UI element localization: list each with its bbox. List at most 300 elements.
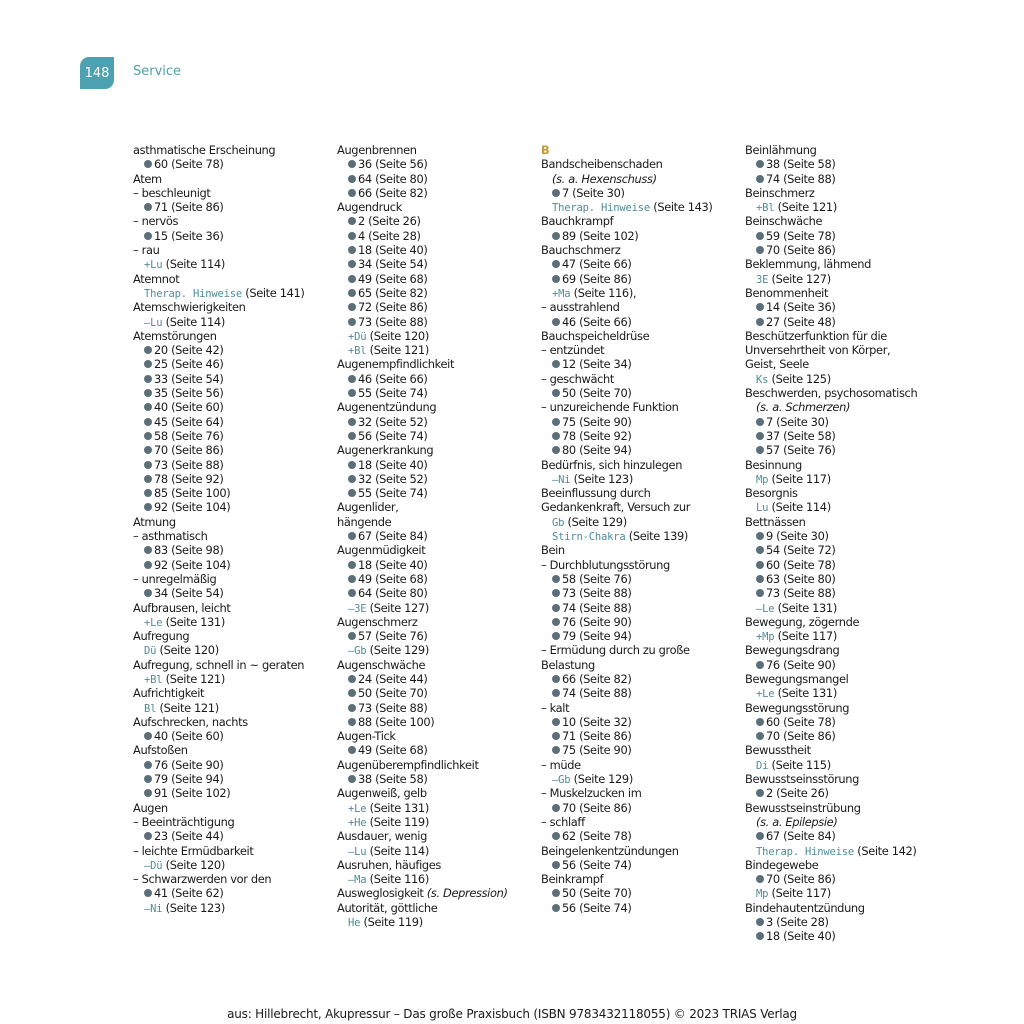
meridian-code: Lu (756, 502, 769, 515)
index-term (337, 901, 547, 915)
term-text: Bauchkrampf (541, 214, 614, 229)
index-subterm (133, 529, 343, 543)
point-reference (337, 686, 547, 700)
term-text: Benommenheit (745, 285, 829, 300)
index-term (541, 157, 751, 171)
page-reference: (Seite 78) (779, 228, 836, 243)
index-term (541, 486, 751, 500)
page-reference: (Seite 100) (371, 714, 435, 729)
index-column-1 (133, 143, 343, 915)
point-reference (133, 829, 343, 843)
page-reference: (Seite 90) (575, 414, 632, 429)
point-reference (745, 529, 955, 543)
meridian-code: +Bl (144, 673, 163, 686)
index-term (745, 143, 955, 157)
point-reference (541, 357, 751, 371)
point-reference (133, 343, 343, 357)
page-reference: (Seite 40) (779, 929, 836, 944)
point-marker-icon (756, 732, 764, 740)
point-marker-icon (348, 561, 356, 569)
page-reference: (Seite 88) (371, 700, 428, 715)
subterm-text: – Schwarzwerden vor den (133, 872, 272, 887)
term-text: Augen (133, 800, 168, 815)
point-number: 72 (358, 300, 372, 315)
page-reference: (Seite 131) (774, 686, 837, 701)
point-marker-icon (348, 260, 356, 268)
term-text: Bewegungsstörung (745, 700, 850, 715)
term-text: Aufschrecken, nachts (133, 714, 248, 729)
point-number: 92 (154, 500, 168, 515)
meridian-reference (337, 815, 547, 829)
point-number: 3 (766, 915, 773, 930)
meridian-reference (133, 858, 343, 872)
point-reference (337, 157, 547, 171)
point-marker-icon (348, 246, 356, 254)
point-number: 37 (766, 428, 780, 443)
cross-reference-text: (s. a. Hexenschuss) (552, 171, 657, 186)
point-reference (133, 429, 343, 443)
meridian-code: Therap. Hinweise (756, 845, 854, 858)
subterm-text: – Durchblutungsstörung (541, 557, 670, 572)
page-reference: (Seite 74) (371, 386, 428, 401)
meridian-reference (745, 886, 955, 900)
point-number: 35 (154, 386, 168, 401)
index-term (541, 844, 751, 858)
page-reference: (Seite 120) (156, 643, 219, 658)
point-reference (541, 601, 751, 615)
point-reference (745, 715, 955, 729)
term-text: asthmatische Erscheinung (133, 143, 276, 157)
page-reference: (Seite 94) (575, 629, 632, 644)
meridian-code: –Lu (144, 316, 163, 329)
meridian-code: Bl (144, 702, 157, 715)
point-number: 56 (358, 428, 372, 443)
point-marker-icon (348, 318, 356, 326)
point-marker-icon (144, 360, 152, 368)
point-number: 23 (154, 829, 168, 844)
page-reference: (Seite 82) (371, 185, 428, 200)
term-text: Ausweglosigkeit (337, 886, 427, 901)
subterm-text: Geist, Seele (745, 357, 809, 372)
point-marker-icon (552, 260, 560, 268)
term-text: Beschützerfunktion für die (745, 328, 887, 343)
subterm-text: Belastung (541, 657, 595, 672)
point-reference (337, 701, 547, 715)
page-reference: (Seite 114) (366, 843, 429, 858)
point-reference (541, 672, 751, 686)
point-marker-icon (144, 589, 152, 597)
page-reference: (Seite 28) (772, 915, 829, 930)
index-term (541, 214, 751, 228)
point-marker-icon (144, 546, 152, 554)
page-reference: (Seite 40) (371, 457, 428, 472)
point-marker-icon (756, 932, 764, 940)
term-text: Aufregung, schnell in ~ geraten (133, 657, 305, 672)
meridian-reference (133, 286, 343, 300)
point-reference (133, 558, 343, 572)
index-term (337, 357, 547, 371)
point-reference (541, 715, 751, 729)
page-reference: (Seite 52) (371, 414, 428, 429)
page-reference: (Seite 141) (241, 285, 305, 300)
term-text: Bauchspeicheldrüse (541, 328, 650, 343)
point-marker-icon (348, 432, 356, 440)
page-reference: (Seite 127) (768, 271, 831, 286)
point-number: 18 (358, 457, 372, 472)
point-reference (745, 415, 955, 429)
page-reference: (Seite 58) (779, 428, 836, 443)
page-reference: (Seite 115) (768, 757, 831, 772)
meridian-reference (337, 844, 547, 858)
cross-reference (745, 815, 955, 829)
point-reference (337, 672, 547, 686)
section-header: Service (133, 64, 182, 79)
term-text: Augenentzündung (337, 400, 437, 415)
meridian-reference (133, 315, 343, 329)
point-marker-icon (348, 232, 356, 240)
point-number: 2 (766, 786, 773, 801)
page-reference: (Seite 36) (779, 300, 836, 315)
point-reference (133, 386, 343, 400)
point-reference (745, 786, 955, 800)
index-subterm (541, 372, 751, 386)
term-text: Beinschmerz (745, 185, 815, 200)
point-marker-icon (756, 532, 764, 540)
point-marker-icon (144, 403, 152, 411)
point-reference (337, 172, 547, 186)
point-reference (337, 372, 547, 386)
point-number: 46 (562, 314, 576, 329)
index-term (133, 601, 343, 615)
meridian-code: Therap. Hinweise (144, 287, 242, 300)
point-reference (541, 729, 751, 743)
index-subterm (133, 186, 343, 200)
page-reference: (Seite 80) (371, 586, 428, 601)
point-reference (337, 386, 547, 400)
point-number: 60 (154, 157, 168, 172)
page-reference: (Seite 58) (779, 157, 836, 172)
point-marker-icon (756, 303, 764, 311)
page-reference: (Seite 88) (371, 314, 428, 329)
point-marker-icon (552, 604, 560, 612)
term-text: Augenüberempfindlichkeit (337, 757, 479, 772)
index-term (337, 400, 547, 414)
page-reference: (Seite 120) (366, 328, 429, 343)
term-text: Bauchschmerz (541, 243, 621, 258)
page-reference: (Seite 123) (570, 471, 633, 486)
page-reference: (Seite 139) (625, 529, 689, 544)
point-number: 7 (766, 414, 773, 429)
meridian-code: +He (348, 816, 367, 829)
point-marker-icon (144, 789, 152, 797)
point-marker-icon (348, 775, 356, 783)
page-reference: (Seite 42) (167, 343, 224, 358)
page-reference: (Seite 92) (167, 471, 224, 486)
page-reference: (Seite 86) (575, 800, 632, 815)
point-number: 54 (766, 543, 780, 558)
term-text: Beeinflussung durch (541, 486, 651, 501)
point-reference (745, 658, 955, 672)
page-number: 148 (84, 65, 110, 81)
page-reference: (Seite 66) (575, 257, 632, 272)
page-reference: (Seite 56) (167, 386, 224, 401)
point-number: 70 (154, 443, 168, 458)
term-text: Augenschmerz (337, 614, 418, 629)
term-text: Augenerkrankung (337, 443, 434, 458)
page-reference: (Seite 129) (564, 514, 627, 529)
point-reference (133, 157, 343, 171)
index-term (337, 543, 547, 557)
term-text: Aufstoßen (133, 743, 188, 758)
page-reference: (Seite 121) (366, 343, 429, 358)
point-marker-icon (756, 661, 764, 669)
index-subterm (133, 815, 343, 829)
subterm-text: Gedankenkraft, Versuch zur (541, 500, 691, 515)
meridian-reference (541, 472, 751, 486)
page-reference: (Seite 90) (167, 757, 224, 772)
point-marker-icon (552, 618, 560, 626)
point-number: 70 (766, 243, 780, 258)
point-marker-icon (348, 475, 356, 483)
point-marker-icon (552, 232, 560, 240)
point-marker-icon (552, 718, 560, 726)
index-term (745, 858, 955, 872)
page-reference: (Seite 78) (779, 714, 836, 729)
point-marker-icon (552, 689, 560, 697)
point-number: 57 (358, 629, 372, 644)
subterm-text: – geschwächt (541, 371, 615, 386)
point-reference (541, 801, 751, 815)
index-term (745, 672, 955, 686)
point-marker-icon (756, 561, 764, 569)
point-reference (337, 257, 547, 271)
subterm-text: – ausstrahlend (541, 300, 620, 315)
term-text: Besorgnis (745, 486, 798, 501)
page-reference: (Seite 131) (366, 800, 429, 815)
point-reference (133, 472, 343, 486)
index-term (133, 515, 343, 529)
point-number: 49 (358, 571, 372, 586)
index-term (133, 629, 343, 643)
term-text: Bindehautentzündung (745, 900, 865, 915)
page-reference: (Seite 90) (575, 743, 632, 758)
page-reference: (Seite 72) (779, 543, 836, 558)
page-reference: (Seite 131) (774, 600, 837, 615)
point-number: 74 (562, 686, 576, 701)
point-reference (541, 886, 751, 900)
index-subterm (541, 658, 751, 672)
page-reference: (Seite 34) (575, 357, 632, 372)
subterm-text: – rau (133, 243, 160, 258)
point-number: 75 (562, 414, 576, 429)
point-number: 74 (766, 171, 780, 186)
meridian-reference (541, 772, 751, 786)
meridian-reference (337, 343, 547, 357)
point-number: 60 (766, 714, 780, 729)
point-number: 74 (562, 600, 576, 615)
point-marker-icon (348, 589, 356, 597)
index-term (541, 243, 751, 257)
index-term (745, 286, 955, 300)
point-number: 10 (562, 714, 576, 729)
index-subterm (541, 300, 751, 314)
term-text: Bindegewebe (745, 857, 819, 872)
point-marker-icon (756, 789, 764, 797)
subterm-text: – Ermüdung durch zu große (541, 643, 690, 658)
point-number: 36 (358, 157, 372, 172)
page-reference: (Seite 117) (768, 471, 831, 486)
point-marker-icon (144, 446, 152, 454)
point-number: 40 (154, 729, 168, 744)
page-reference: (Seite 114) (768, 500, 831, 515)
page-reference: (Seite 80) (371, 171, 428, 186)
index-subterm (541, 643, 751, 657)
point-reference (745, 915, 955, 929)
meridian-reference (133, 672, 343, 686)
index-term (337, 758, 547, 772)
page-reference: (Seite 58) (371, 772, 428, 787)
index-term (745, 329, 955, 343)
index-term (337, 886, 547, 900)
point-number: 49 (358, 271, 372, 286)
meridian-reference (541, 529, 751, 543)
page-reference: (Seite 52) (371, 471, 428, 486)
point-reference (541, 315, 751, 329)
point-number: 73 (358, 314, 372, 329)
point-number: 14 (766, 300, 780, 315)
point-marker-icon (552, 589, 560, 597)
point-number: 88 (358, 714, 372, 729)
page-reference: (Seite 60) (167, 400, 224, 415)
index-term (337, 143, 550, 157)
point-number: 64 (358, 171, 372, 186)
point-marker-icon (348, 575, 356, 583)
point-marker-icon (552, 832, 560, 840)
point-reference (745, 157, 955, 171)
section-letter-text: B (541, 143, 550, 157)
point-number: 55 (358, 386, 372, 401)
point-reference (745, 315, 955, 329)
point-reference (745, 543, 955, 557)
point-reference (133, 486, 343, 500)
index-term (337, 729, 547, 743)
term-text: Besinnung (745, 457, 802, 472)
meridian-code: 3E (756, 273, 769, 286)
meridian-code: –Ma (348, 874, 367, 887)
point-marker-icon (144, 160, 152, 168)
point-number: 63 (766, 571, 780, 586)
point-reference (337, 458, 547, 472)
point-reference (133, 458, 343, 472)
point-reference (541, 429, 751, 443)
point-reference (337, 286, 547, 300)
point-number: 25 (154, 357, 168, 372)
index-term (541, 872, 751, 886)
page-reference: (Seite 76) (575, 571, 632, 586)
term-text: Beinlähmung (745, 143, 817, 157)
meridian-code: Therap. Hinweise (552, 202, 650, 215)
index-term (337, 786, 547, 800)
point-marker-icon (348, 675, 356, 683)
point-marker-icon (552, 189, 560, 197)
page-reference: (Seite 90) (575, 614, 632, 629)
index-term (133, 801, 343, 815)
index-term (541, 543, 751, 557)
page-reference: (Seite 121) (162, 671, 225, 686)
point-reference (133, 229, 343, 243)
term-text: Bewegungsdrang (745, 643, 840, 658)
point-number: 66 (562, 671, 576, 686)
point-reference (133, 786, 343, 800)
meridian-code: –Gb (552, 774, 571, 787)
index-term (745, 515, 955, 529)
point-marker-icon (348, 489, 356, 497)
point-marker-icon (756, 546, 764, 554)
index-term (745, 486, 955, 500)
point-marker-icon (348, 275, 356, 283)
point-marker-icon (144, 889, 152, 897)
cross-reference-text: (s. a. Schmerzen) (756, 400, 851, 415)
point-number: 50 (562, 886, 576, 901)
meridian-reference (337, 915, 547, 929)
page-reference: (Seite 76) (167, 428, 224, 443)
subterm-text: – leichte Ermüdbarkeit (133, 843, 254, 858)
point-number: 85 (154, 486, 168, 501)
point-reference (541, 586, 751, 600)
point-marker-icon (552, 575, 560, 583)
point-marker-icon (144, 561, 152, 569)
meridian-reference (745, 200, 955, 214)
point-marker-icon (348, 532, 356, 540)
point-number: 73 (154, 457, 168, 472)
page-reference: (Seite 78) (779, 557, 836, 572)
point-reference (337, 300, 547, 314)
point-number: 34 (358, 257, 372, 272)
point-marker-icon (756, 246, 764, 254)
meridian-code: Gb (552, 516, 565, 529)
index-term (745, 458, 955, 472)
index-term (745, 386, 955, 400)
point-reference (337, 629, 547, 643)
page-reference: (Seite 74) (371, 428, 428, 443)
page-reference: (Seite 86) (779, 729, 836, 744)
point-number: 18 (358, 243, 372, 258)
index-subterm (541, 786, 751, 800)
meridian-reference (745, 272, 955, 286)
term-text: Beinschwäche (745, 214, 823, 229)
point-marker-icon (552, 889, 560, 897)
meridian-reference (133, 615, 343, 629)
point-number: 38 (766, 157, 780, 172)
index-subterm (745, 357, 955, 371)
page-reference: (Seite 88) (575, 686, 632, 701)
point-reference (745, 586, 955, 600)
page-reference: (Seite 78) (575, 829, 632, 844)
page-reference: (Seite 30) (568, 185, 625, 200)
point-reference (133, 400, 343, 414)
point-number: 18 (766, 929, 780, 944)
term-text: Bewusstseinsstörung (745, 772, 860, 787)
point-marker-icon (552, 746, 560, 754)
point-marker-icon (552, 389, 560, 397)
term-text: Augenbrennen (337, 143, 417, 157)
page-reference: (Seite 54) (371, 257, 428, 272)
page-reference: (Seite 86) (167, 443, 224, 458)
index-term (133, 143, 343, 157)
subterm-text: Unversehrtheit von Körper, (745, 343, 891, 358)
point-reference (133, 772, 343, 786)
point-marker-icon (348, 389, 356, 397)
